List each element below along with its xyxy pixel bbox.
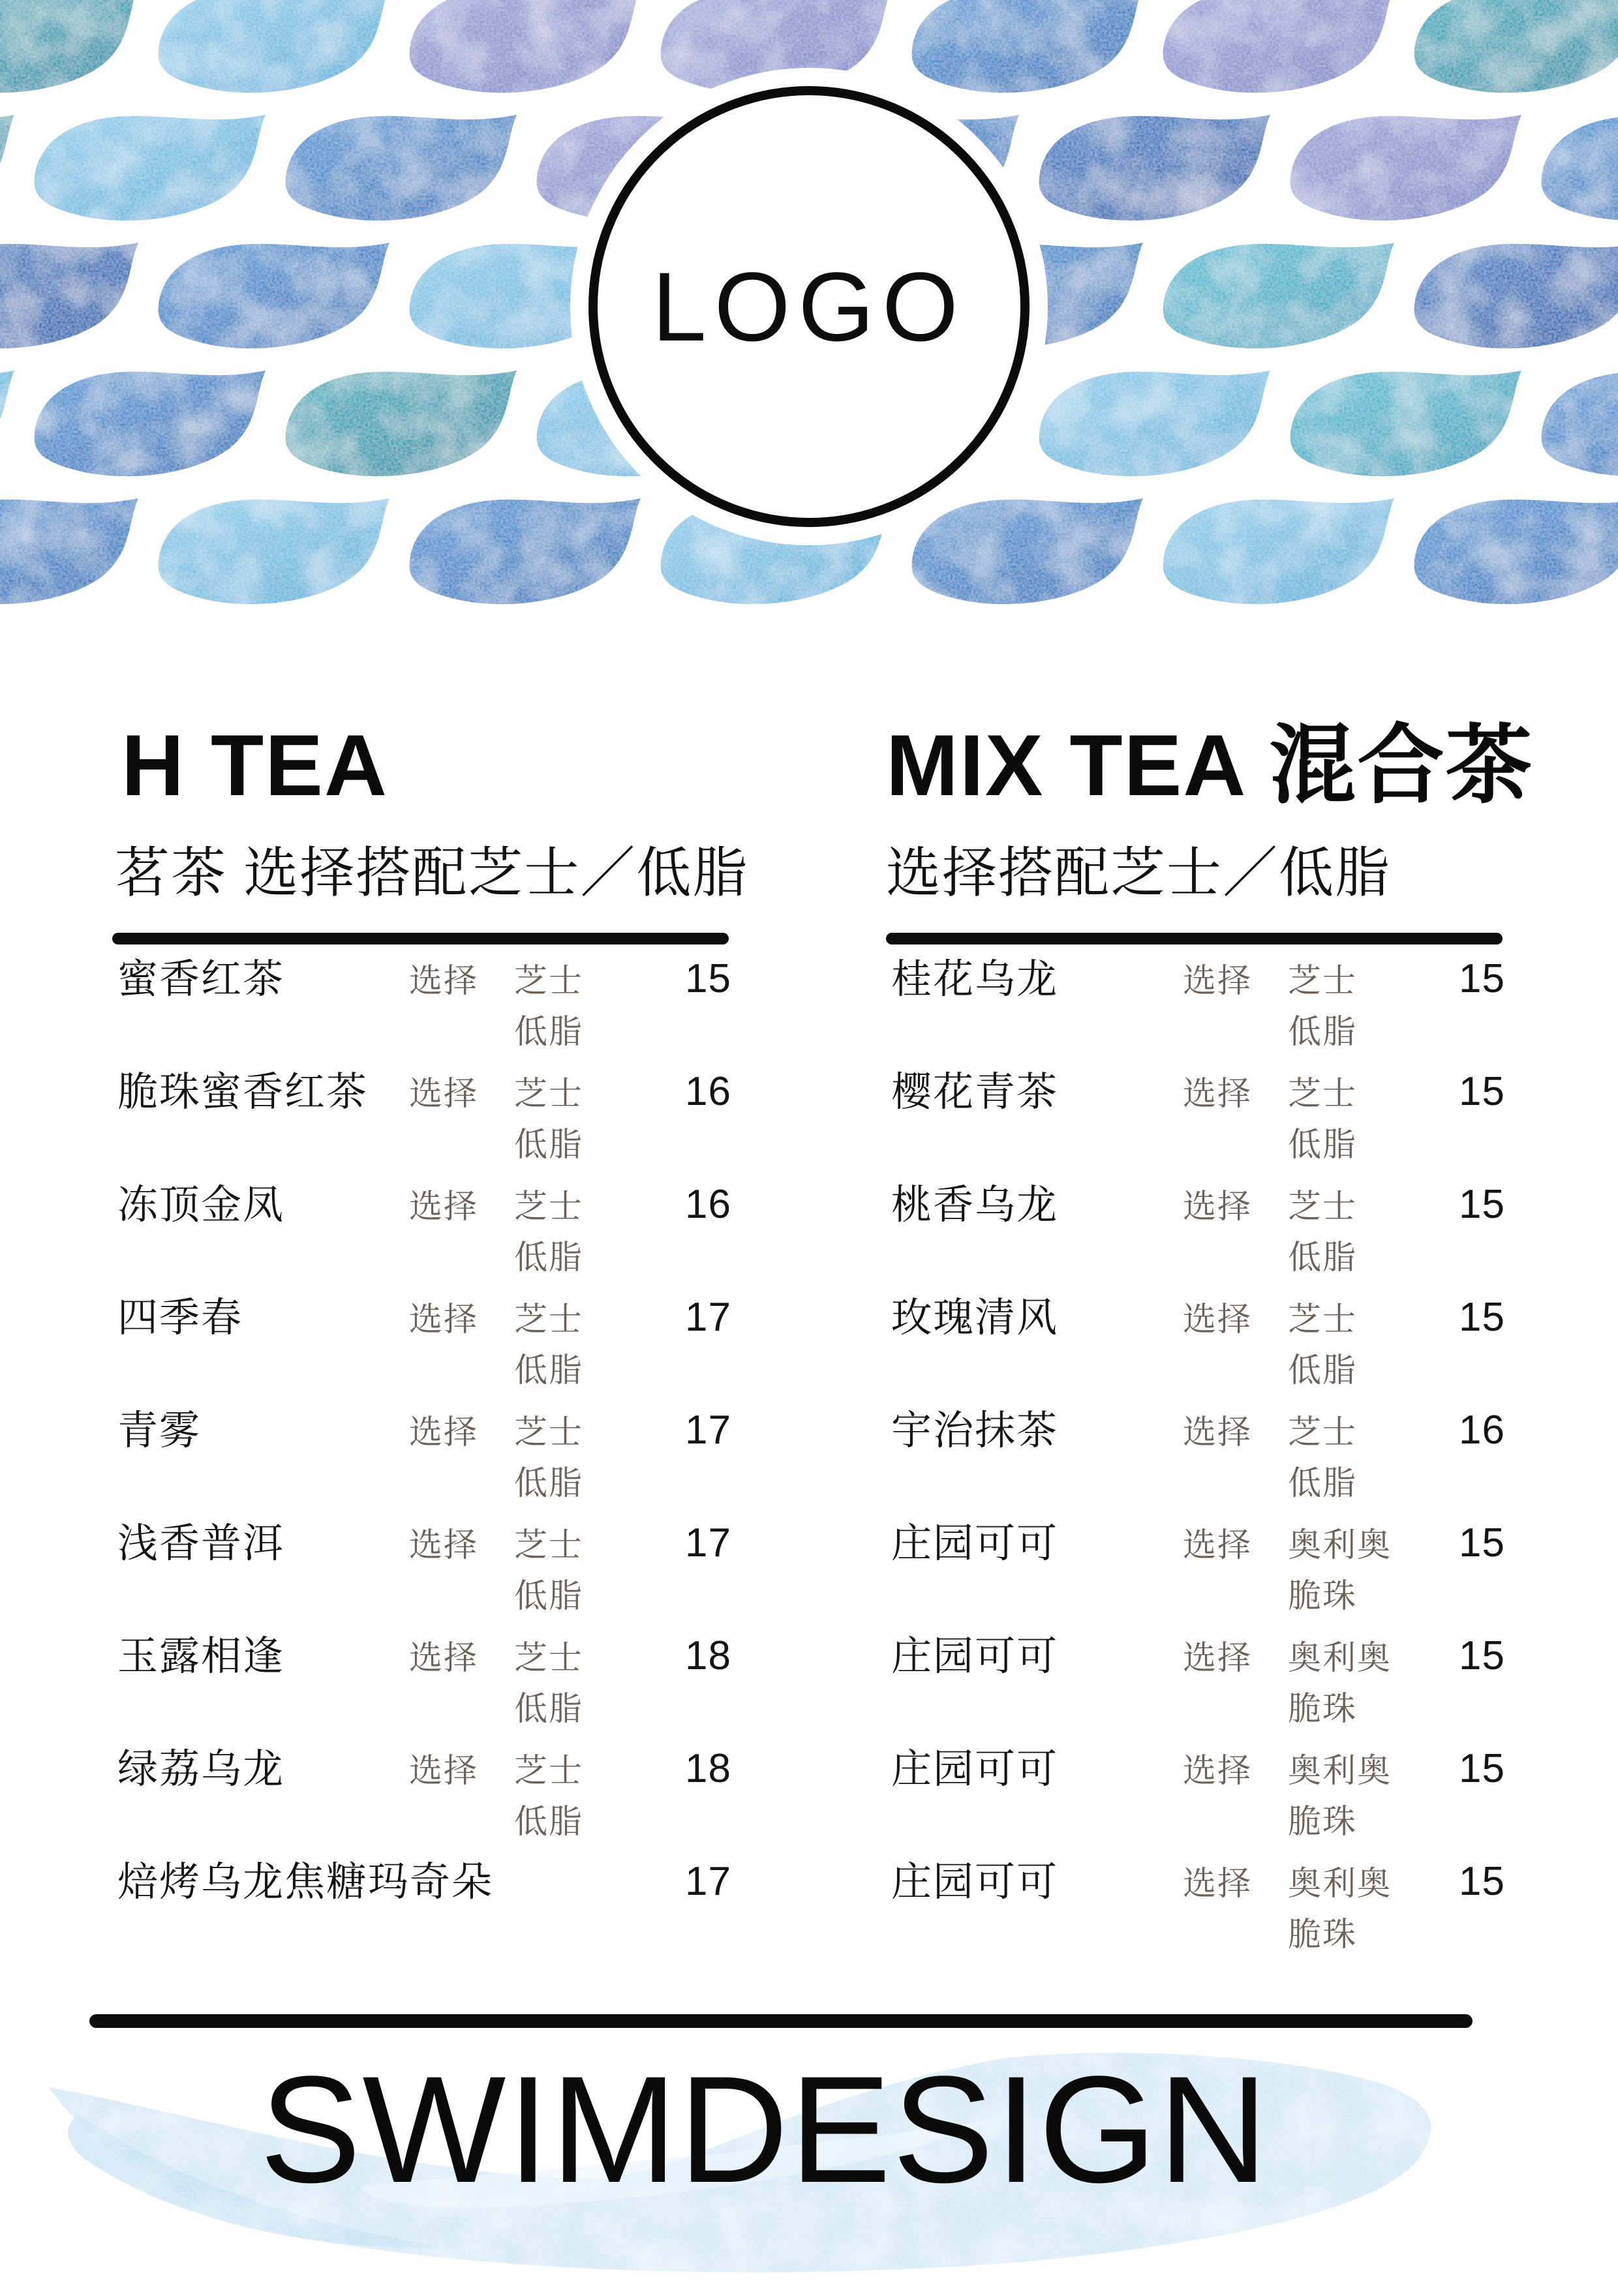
menu-row [112, 1409, 729, 1522]
item-option-line2: 低脂 [1288, 1239, 1358, 1276]
item-price: 18 [685, 1633, 731, 1678]
item-name: 玉露相逢 [117, 1634, 285, 1679]
item-price: 15 [1459, 1295, 1505, 1340]
item-option-line2: 脆珠 [1288, 1916, 1358, 1953]
menu-row [112, 1747, 729, 1860]
item-name: 樱花青茶 [891, 1070, 1059, 1115]
item-price: 17 [685, 1295, 731, 1340]
section-title: H TEA [121, 718, 388, 814]
item-option-line1: 芝士 [1288, 1413, 1358, 1451]
item-name: 宇治抹茶 [891, 1408, 1059, 1453]
item-option-line2: 脆珠 [1288, 1803, 1358, 1840]
item-option-line1: 芝士 [514, 1301, 584, 1338]
item-price: 15 [1459, 1520, 1505, 1565]
item-option-line1: 芝士 [514, 1526, 584, 1563]
item-name: 桂花乌龙 [891, 957, 1059, 1002]
section-subtitle: 选择搭配芝士／低脂 [886, 842, 1392, 903]
menu-row [886, 1296, 1503, 1409]
item-option-line1: 芝士 [514, 1752, 584, 1789]
menu-row [112, 1635, 729, 1747]
menu-row [886, 1747, 1503, 1860]
item-option-line1: 芝士 [1288, 1188, 1358, 1225]
item-name: 庄园可可 [891, 1634, 1059, 1679]
section-subtitle: 茗茶 选择搭配芝士／低脂 [115, 842, 749, 903]
item-choose-label: 选择 [1183, 1639, 1253, 1676]
brand-wordmark: SWIMDESIGN [260, 2045, 1270, 2214]
item-option-line2: 低脂 [1288, 1013, 1358, 1050]
menu-row [886, 1860, 1503, 1973]
menu-row [112, 1296, 729, 1409]
menu-row [886, 1635, 1503, 1747]
item-choose-label: 选择 [409, 1413, 479, 1451]
item-price: 17 [685, 1520, 731, 1565]
item-name: 庄园可可 [891, 1860, 1059, 1905]
item-name: 焙烤乌龙焦糖玛奇朵 [117, 1860, 494, 1905]
item-option-line2: 低脂 [514, 1126, 584, 1163]
menu-row [886, 1070, 1503, 1183]
item-choose-label: 选择 [409, 1639, 479, 1676]
item-name: 庄园可可 [891, 1521, 1059, 1566]
logo-badge [588, 86, 1030, 527]
item-name: 冻顶金凤 [117, 1183, 285, 1228]
item-name: 桃香乌龙 [891, 1183, 1059, 1228]
item-option-line1: 奥利奥 [1288, 1865, 1392, 1902]
item-option-line2: 低脂 [514, 1352, 584, 1389]
item-price: 16 [685, 1182, 731, 1227]
item-name: 蜜香红茶 [117, 957, 285, 1002]
item-option-line2: 低脂 [514, 1239, 584, 1276]
item-choose-label: 选择 [409, 1752, 479, 1789]
item-option-line2: 脆珠 [1288, 1690, 1358, 1727]
footer-divider [89, 2014, 1473, 2028]
logo-text: LOGO [652, 252, 966, 361]
item-option-line2: 低脂 [514, 1803, 584, 1840]
item-option-line1: 芝士 [514, 1413, 584, 1451]
menu-row [886, 1522, 1503, 1635]
item-option-line2: 低脂 [514, 1464, 584, 1502]
item-choose-label: 选择 [1183, 1188, 1253, 1225]
item-option-line2: 低脂 [514, 1577, 584, 1614]
item-name: 庄园可可 [891, 1747, 1059, 1792]
item-option-line2: 低脂 [1288, 1352, 1358, 1389]
item-price: 15 [1459, 1746, 1505, 1791]
item-choose-label: 选择 [409, 1188, 479, 1225]
item-name: 玫瑰清风 [891, 1295, 1059, 1340]
item-option-line2: 低脂 [514, 1013, 584, 1050]
item-option-line1: 芝士 [514, 962, 584, 999]
section-divider [112, 933, 729, 944]
section-title: MIX TEA 混合茶 [886, 718, 1534, 814]
item-option-line2: 低脂 [514, 1690, 584, 1727]
item-price: 15 [1459, 956, 1505, 1001]
item-option-line2: 脆珠 [1288, 1577, 1358, 1614]
item-option-line2: 低脂 [1288, 1126, 1358, 1163]
item-choose-label: 选择 [1183, 1752, 1253, 1789]
item-choose-label: 选择 [1183, 1301, 1253, 1338]
item-price: 17 [685, 1408, 731, 1453]
item-name: 绿荔乌龙 [117, 1747, 285, 1792]
item-name: 四季春 [117, 1295, 243, 1340]
menu-row [886, 958, 1503, 1070]
item-option-line1: 芝士 [514, 1188, 584, 1225]
section-divider [886, 933, 1503, 944]
item-price: 15 [1459, 1182, 1505, 1227]
item-price: 15 [1459, 1633, 1505, 1678]
item-option-line1: 奥利奥 [1288, 1752, 1392, 1789]
menu-row [886, 1409, 1503, 1522]
item-option-line2: 低脂 [1288, 1464, 1358, 1502]
item-option-line1: 奥利奥 [1288, 1639, 1392, 1676]
item-choose-label: 选择 [1183, 1865, 1253, 1902]
item-price: 15 [685, 956, 731, 1001]
item-choose-label: 选择 [1183, 1526, 1253, 1563]
item-price: 16 [685, 1069, 731, 1114]
item-choose-label: 选择 [409, 962, 479, 999]
menu-row [112, 1070, 729, 1183]
item-name: 脆珠蜜香红茶 [117, 1070, 369, 1115]
item-option-line1: 芝士 [1288, 1301, 1358, 1338]
item-choose-label: 选择 [409, 1301, 479, 1338]
item-name: 青雾 [117, 1408, 202, 1453]
item-option-line1: 芝士 [1288, 1075, 1358, 1112]
menu-row [112, 958, 729, 1070]
menu-row [112, 1522, 729, 1635]
item-price: 15 [1459, 1069, 1505, 1114]
item-choose-label: 选择 [1183, 1413, 1253, 1451]
item-choose-label: 选择 [1183, 962, 1253, 999]
menu-row [112, 1183, 729, 1296]
item-option-line1: 芝士 [1288, 962, 1358, 999]
item-choose-label: 选择 [409, 1526, 479, 1563]
item-price: 16 [1459, 1408, 1505, 1453]
item-price: 17 [685, 1859, 731, 1904]
item-choose-label: 选择 [409, 1075, 479, 1112]
item-name: 浅香普洱 [117, 1521, 285, 1566]
item-option-line1: 芝士 [514, 1639, 584, 1676]
menu-row [886, 1183, 1503, 1296]
item-price: 15 [1459, 1859, 1505, 1904]
item-option-line1: 芝士 [514, 1075, 584, 1112]
item-price: 18 [685, 1746, 731, 1791]
menu-row [112, 1860, 729, 1973]
item-option-line1: 奥利奥 [1288, 1526, 1392, 1563]
item-choose-label: 选择 [1183, 1075, 1253, 1112]
